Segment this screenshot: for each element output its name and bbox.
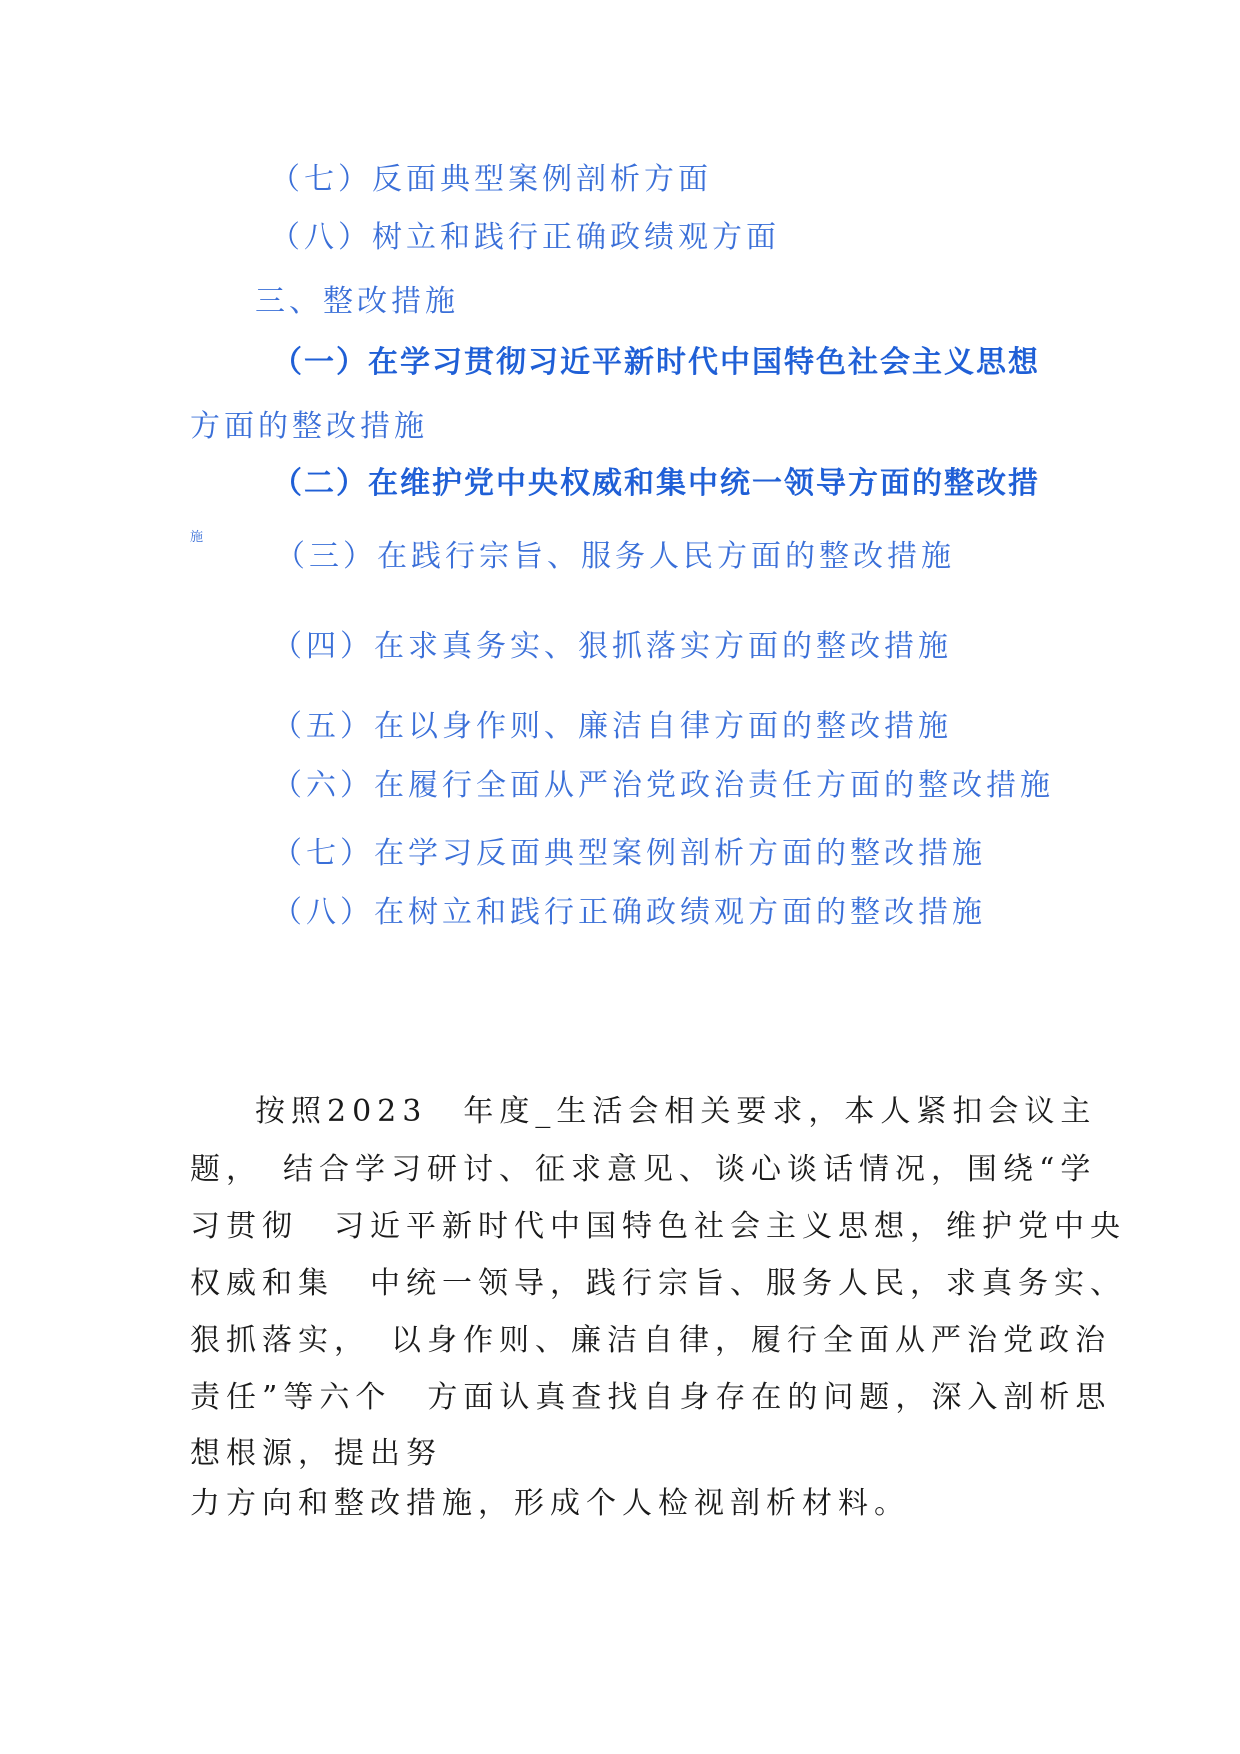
paragraph-line: 想根源，提出努: [190, 1436, 442, 1471]
list-item: （七）反面典型案例剖析方面: [270, 162, 712, 197]
paragraph-line: 力方向和整改措施，形成个人检视剖析材料。: [190, 1486, 910, 1521]
subheading: （一）在学习贯彻习近平新时代中国特色社会主义思想: [272, 345, 1040, 380]
list-item: （六）在履行全面从严治党政治责任方面的整改措施: [272, 768, 1054, 803]
list-item: （四）在求真务实、狠抓落实方面的整改措施: [272, 629, 952, 664]
paragraph-line: 权威和集 中统一领导，践行宗旨、服务人民，求真务实、: [190, 1266, 1126, 1301]
list-item: （三）在践行宗旨、服务人民方面的整改措施: [275, 539, 955, 574]
subheading: （二）在维护党中央权威和集中统一领导方面的整改措: [272, 466, 1040, 501]
paragraph-line: 按照2023 年度_生活会相关要求，本人紧扣会议主: [255, 1094, 1097, 1129]
section-heading: 三、整改措施: [255, 284, 459, 319]
subheading-continuation: 方面的整改措施: [190, 409, 428, 444]
paragraph-line: 习贯彻 习近平新时代中国特色社会主义思想，维护党中央: [190, 1209, 1126, 1244]
paragraph-line: 题， 结合学习研讨、征求意见、谈心谈话情况，围绕“学: [190, 1152, 1097, 1187]
list-item: （五）在以身作则、廉洁自律方面的整改措施: [272, 709, 952, 744]
subheading-continuation: 施: [190, 530, 204, 545]
paragraph-line: 狠抓落实， 以身作则、廉洁自律，履行全面从严治党政治: [190, 1323, 1111, 1358]
list-item: （七）在学习反面典型案例剖析方面的整改措施: [272, 836, 986, 871]
paragraph-line: 责任”等六个 方面认真查找自身存在的问题，深入剖析思: [190, 1380, 1112, 1415]
list-item: （八）树立和践行正确政绩观方面: [270, 220, 780, 255]
list-item: （八）在树立和践行正确政绩观方面的整改措施: [272, 895, 986, 930]
